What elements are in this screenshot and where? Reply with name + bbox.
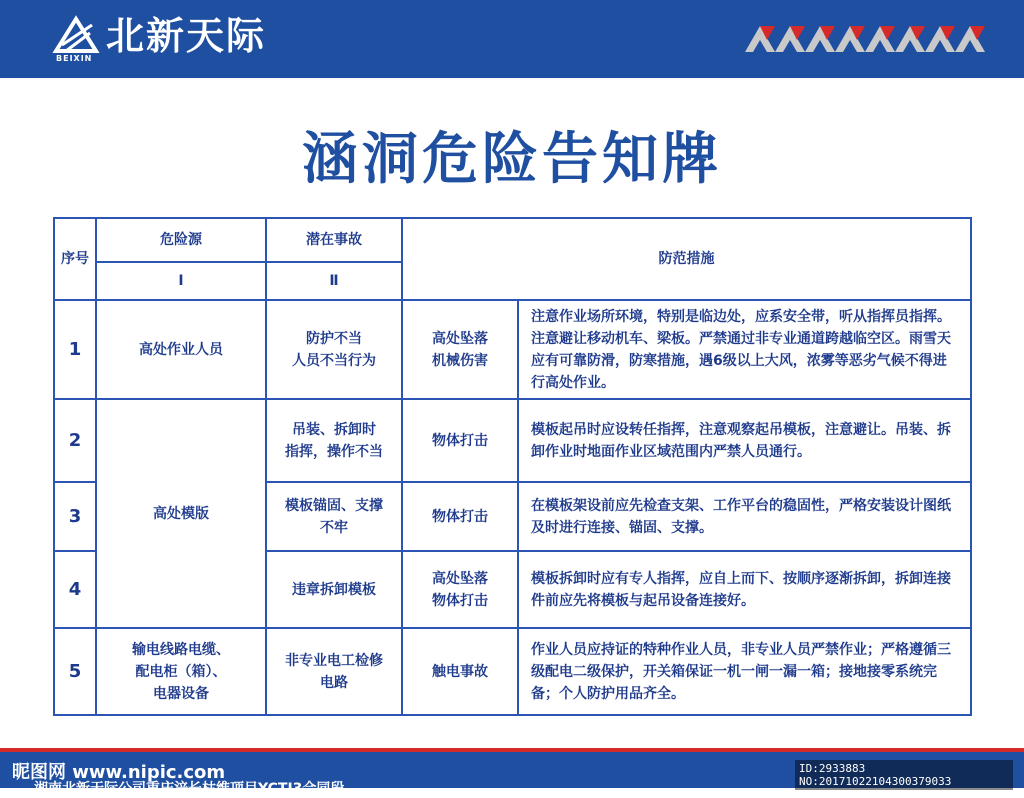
header-measures: 防范措施: [402, 218, 971, 300]
row-accident: 物体打击: [402, 482, 518, 551]
row-seq: 2: [54, 399, 96, 482]
table-row: [54, 300, 971, 399]
header-bar: [0, 0, 1024, 78]
brand-name: 北新天际: [106, 14, 267, 58]
header-hazard-sub: Ⅰ: [96, 262, 266, 300]
footer-accent-line: [0, 748, 1024, 752]
header-accident-sub: Ⅱ: [266, 262, 402, 300]
beixin-logo-icon: [52, 15, 100, 55]
row-hazard: 输电线路电缆、 配电柜（箱）、 电器设备: [96, 628, 266, 715]
row-cause: 非专业电工检修 电路: [266, 628, 402, 715]
row-cause: 吊装、拆卸时 指挥，操作不当: [266, 399, 402, 482]
footer-project-text: …湘南北新天际公司重庆涪长枯维项目YCTJ3合同段: [20, 781, 345, 797]
row-seq: 1: [54, 300, 96, 399]
row-accident: 高处坠落 物体打击: [402, 551, 518, 628]
row-cause: 模板锚固、支撑 不牢: [266, 482, 402, 551]
row-measure: 模板拆卸时应有专人指挥，应自上而下、按顺序逐渐拆卸，拆卸连接件前应先将模板与起吊设备连接好。: [518, 551, 971, 628]
row-cause: 防护不当 人员不当行为: [266, 300, 402, 399]
header-seq: 序号: [54, 218, 96, 300]
chevron-pattern-icon: [745, 22, 985, 54]
row-accident: 触电事故: [402, 628, 518, 715]
table-row: [54, 399, 971, 482]
row-hazard: 高处作业人员: [96, 300, 266, 399]
row-seq: 4: [54, 551, 96, 628]
row-seq: 5: [54, 628, 96, 715]
risk-table: [53, 217, 972, 716]
watermark-left: 昵图网 www.nipic.com: [12, 762, 226, 783]
row-measure: 作业人员应持证的特种作业人员，非专业人员严禁作业；严格遵循三级配电二级保护，开关箱保证一机一闸一漏一箱；接地接零系统完备；个人防护用品齐全。: [518, 628, 971, 715]
row-hazard: 高处模版: [96, 399, 266, 628]
header-hazard: 危险源: [96, 218, 266, 262]
header-accident: 潜在事故: [266, 218, 402, 262]
page-title: 涵洞危险告知牌: [302, 127, 722, 192]
row-cause: 违章拆卸模板: [266, 551, 402, 628]
row-seq: 3: [54, 482, 96, 551]
logo-subtext: BEIXIN: [56, 54, 93, 63]
row-measure: 模板起吊时应设转任指挥，注意观察起吊模板，注意避让。吊装、拆卸作业时地面作业区域范围内严禁人员通行。: [518, 399, 971, 482]
row-accident: 高处坠落 机械伤害: [402, 300, 518, 399]
row-accident: 物体打击: [402, 399, 518, 482]
row-measure: 在模板架设前应先检查支架、工作平台的稳固性，严格安装设计图纸及时进行连接、锚固、支撑。: [518, 482, 971, 551]
table-header-row: [54, 218, 971, 262]
row-measure: 注意作业场所环境，特别是临边处，应系安全带，听从指挥员指挥。注意避让移动机车、梁板。严禁通过非专业通道跨越临空区。雨雪天应有可靠防滑，防寒措施，遇6级以上大风，浓雾等恶劣气候不得进行高处作业。: [518, 300, 971, 399]
watermark-right: ID:2933883 NO:20171022104300379033: [795, 760, 1013, 790]
table-row: [54, 628, 971, 715]
